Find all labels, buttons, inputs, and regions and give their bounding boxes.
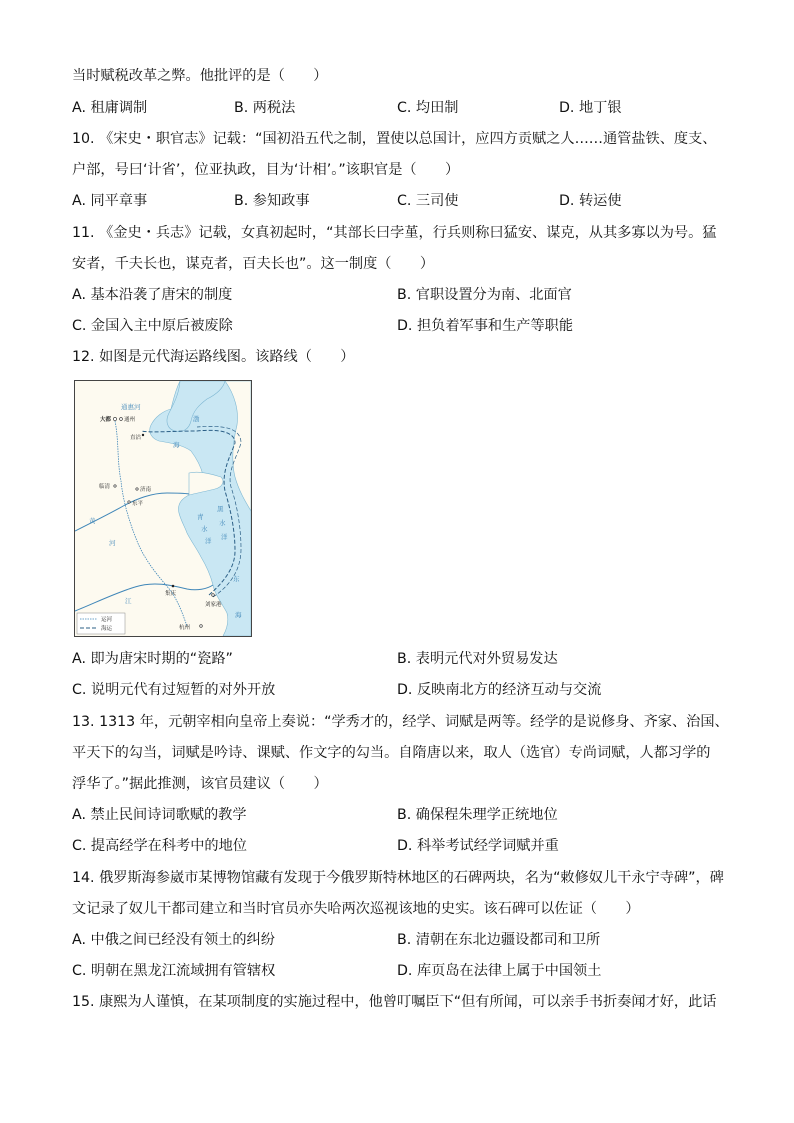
q11-option-b: B. 官职设置分为南、北面官 — [397, 287, 572, 303]
question-10-stem: 10. 《宋史・职官志》记载：“国初沿五代之制，置使以总国计，应四方贡赋之人……通管盐铁、度支、 — [72, 131, 717, 147]
q10-option-d: D. 转运使 — [559, 193, 622, 209]
question-13-stem-cont1: 平天下的勾当，词赋是吟诗、课赋、作文字的勾当。自隋唐以来，取人（选官）专尚词赋，人都习学的 — [72, 745, 711, 761]
q11-option-c: C. 金国入主中原后被废除 — [72, 318, 233, 334]
hangzhou-dot — [200, 625, 203, 628]
q13-option-a: A. 禁止民间诗词歌赋的教学 — [72, 807, 247, 823]
map-label-linqing: 临清 — [99, 484, 111, 490]
zhigu-dot — [142, 434, 144, 436]
map-label-jiang: 江 — [125, 597, 132, 605]
question-12-stem: 12. 如图是元代海运路线图。该路线（ ） — [72, 349, 355, 365]
q11-option-a: A. 基本沿袭了唐宋的制度 — [72, 287, 233, 303]
question-9-stem-end: 当时赋税改革之弊。他批评的是（ ） — [72, 68, 328, 84]
question-13-stem-cont2: 浮华了。”据此推测，该官员建议（ ） — [72, 776, 328, 792]
yuan-sea-route-map — [74, 380, 252, 637]
q10-option-c: C. 三司使 — [397, 193, 459, 209]
yangtze-river — [75, 584, 213, 611]
q13-option-c: C. 提高经学在科考中的地位 — [72, 838, 247, 854]
linqing-dot — [114, 485, 116, 487]
q9-option-c: C. 均田制 — [397, 100, 459, 116]
dongping-dot — [128, 501, 130, 503]
map-label-he: 河 — [109, 539, 116, 547]
question-11-stem-cont: 安者，千夫长也，谋克者，百夫长也”。这一制度（ ） — [72, 256, 435, 272]
q12-option-b: B. 表明元代对外贸易发达 — [397, 651, 558, 667]
grand-canal — [115, 421, 187, 626]
map-label-jinan: 济南 — [140, 487, 152, 493]
question-14-stem: 14. 俄罗斯海参崴市某博物馆藏有发现于今俄罗斯特林地区的石碑两块，名为“敕修奴儿干永宁寺碑”，碑 — [72, 870, 724, 886]
map-drawing — [75, 381, 251, 636]
q13-option-b: B. 确保程朱理学正统地位 — [397, 807, 558, 823]
q9-option-a: A. 租庸调制 — [72, 100, 148, 116]
map-label-dongping: 东平 — [132, 501, 144, 507]
legend-label-canal: 运河 — [101, 617, 113, 623]
dadu-dot — [113, 417, 116, 420]
map-label-dong: 东 — [233, 575, 240, 583]
q10-option-b: B. 参知政事 — [234, 193, 310, 209]
map-label-dadu: 大都 — [100, 417, 112, 423]
tongzhou-dot — [120, 418, 123, 421]
q9-option-b: B. 两税法 — [234, 100, 296, 116]
legend-label-sea: 海运 — [101, 626, 113, 632]
q14-option-b: B. 清朝在东北边疆设都司和卫所 — [397, 932, 601, 948]
map-label-bo: 渤 — [193, 415, 200, 423]
jinan-dot — [136, 488, 138, 490]
q9-option-d: D. 地丁银 — [559, 100, 622, 116]
q12-option-c: C. 说明元代有过短暂的对外开放 — [72, 682, 276, 698]
q14-option-c: C. 明朝在黑龙江流域拥有管辖权 — [72, 963, 276, 979]
question-11-stem: 11. 《金史・兵志》记载，女真初起时，“其部长曰孛堇，行兵则称曰猛安、谋克，从其多寡以为号。猛 — [72, 225, 717, 241]
map-label-tongzhou: 通州 — [124, 417, 136, 423]
question-14-stem-cont: 文记录了奴儿干都司建立和当时官员亦失哈两次巡视该地的史实。该石碑可以佐证（ ） — [72, 901, 640, 917]
q14-option-a: A. 中俄之间已经没有领土的纠纷 — [72, 932, 275, 948]
q13-option-d: D. 科举考试经学词赋并重 — [397, 838, 559, 854]
map-label-shui2: 水 — [219, 519, 226, 527]
map-label-qing: 青 — [197, 513, 204, 521]
jiqing-dot — [172, 585, 175, 588]
liujiagang-dot — [212, 594, 215, 597]
q14-option-d: D. 库页岛在法律上属于中国领土 — [397, 963, 602, 979]
q12-option-a: A. 即为唐宋时期的“瓷路” — [72, 651, 233, 667]
map-label-yang: 洋 — [205, 537, 212, 545]
question-15-stem: 15. 康熙为人谨慎，在某项制度的实施过程中，他曾叮嘱臣下“但有所闻，可以亲手书折奏闻才好，此话 — [72, 994, 717, 1010]
question-10-stem-cont: 户部，号曰‘计省’，位亚执政，目为‘计相’。”该职官是（ ） — [72, 162, 460, 178]
q10-option-a: A. 同平章事 — [72, 193, 148, 209]
sea-area — [150, 381, 251, 636]
yellow-river — [75, 493, 189, 531]
q11-option-d: D. 担负着军事和生产等职能 — [397, 318, 574, 334]
map-label-huang: 黄 — [89, 517, 96, 525]
map-label-jiqing: 集庆 — [165, 591, 177, 597]
q12-option-d: D. 反映南北方的经济互动与交流 — [397, 682, 602, 698]
question-13-stem: 13. 1313 年，元朝宰相向皇帝上奏说：“学秀才的，经学、词赋是两等。经学的是说修身、齐家、治国、 — [72, 714, 729, 730]
map-label-hai2: 海 — [235, 611, 242, 619]
map-label-liujiagang: 刘家港 — [205, 602, 222, 608]
map-label-tonghui: 通惠河 — [121, 403, 141, 411]
map-label-hei: 黑 — [217, 505, 224, 513]
map-label-hai: 海 — [173, 441, 180, 449]
map-label-shui: 水 — [201, 525, 208, 533]
map-label-hangzhou: 杭州 — [179, 625, 191, 631]
map-label-zhigu: 直沽 — [130, 435, 142, 441]
map-label-yang2: 洋 — [221, 533, 228, 541]
